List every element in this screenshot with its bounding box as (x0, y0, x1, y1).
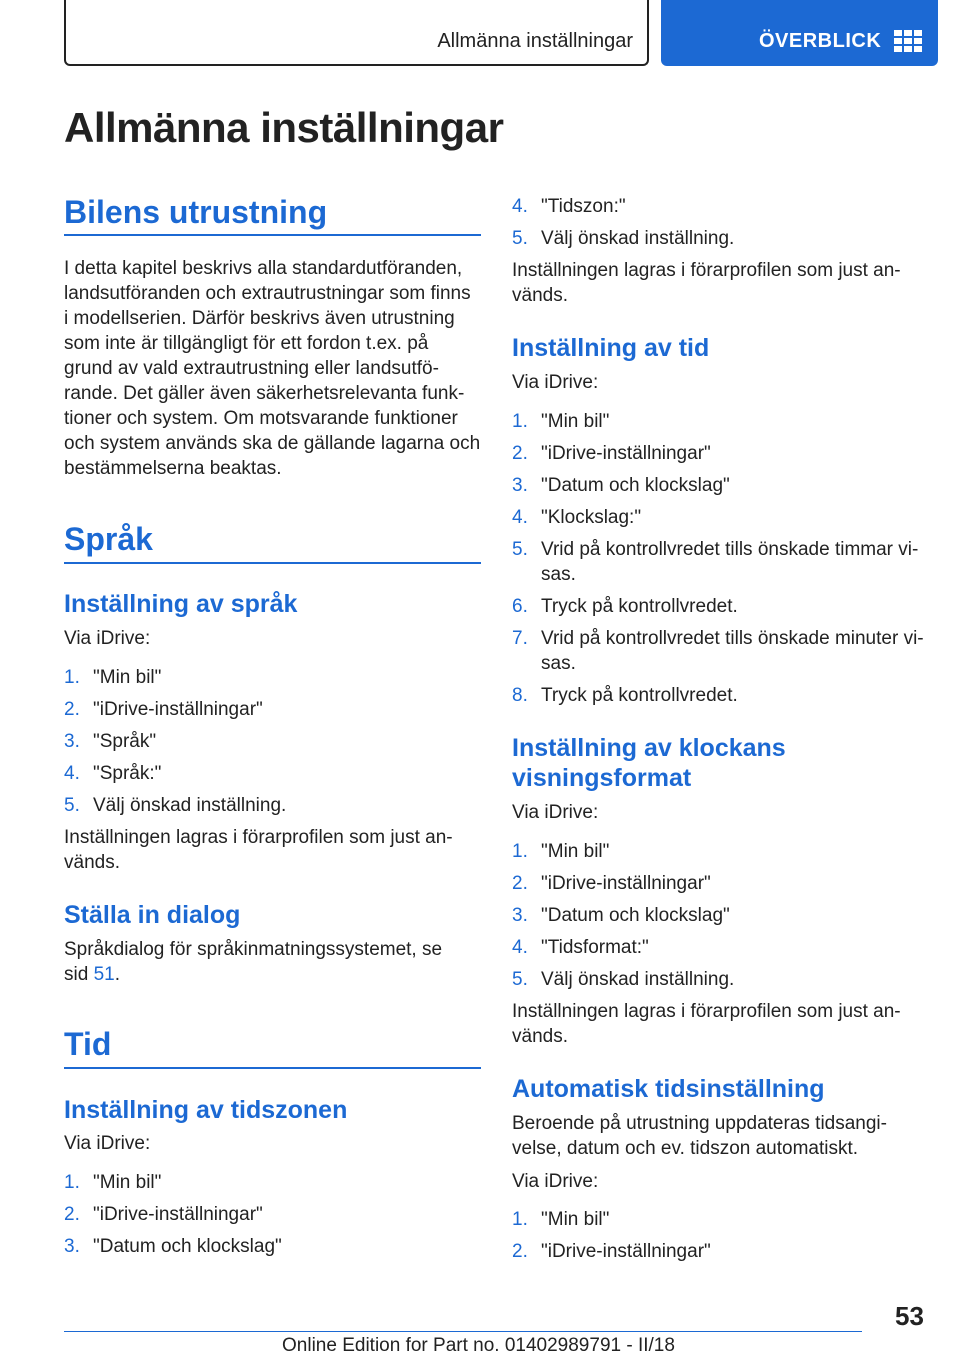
heading-tid: Tid (64, 1026, 112, 1062)
auto-description: Beroende på utrustning uppdateras tidsangi- velse, datum och ev. tidszon automatiskt. (512, 1113, 887, 1159)
heading-installning-tid: Inställning av tid (512, 334, 710, 362)
footer-rule (64, 1331, 862, 1332)
via-idrive: Via iDrive: (512, 1171, 599, 1192)
dialog-paragraph: Språkdialog för språkinmatningssystemet, se sid 51. (64, 939, 443, 985)
heading-rule (64, 1067, 481, 1069)
heading-stalla-in-dialog: Ställa in dialog (64, 901, 241, 929)
via-idrive: Via iDrive: (512, 802, 599, 823)
heading-klockans-visningsformat: Inställning av klockans visningsformat (512, 734, 786, 792)
note-paragraph: Inställningen lagras i förarprofilen som just an- vänds. (512, 260, 901, 306)
heading-installning-sprak: Inställning av språk (64, 590, 298, 618)
heading-automatisk-tidsinstallning: Automatisk tidsinställning (512, 1075, 825, 1103)
note-paragraph: Inställningen lagras i förarprofilen som just an- vänds. (512, 1001, 901, 1047)
page-title: Allmänna inställningar (64, 104, 504, 151)
page-link[interactable]: 51 (93, 964, 115, 985)
via-idrive: Via iDrive: (64, 1133, 151, 1154)
page-number: 53 (895, 1301, 924, 1331)
heading-bilens-utrustning: Bilens utrustning (64, 194, 328, 230)
overview-label: ÖVERBLICK (759, 30, 882, 52)
heading-rule (64, 562, 481, 564)
grid-icon (894, 30, 922, 52)
header-section-tab[interactable] (64, 0, 649, 66)
via-idrive: Via iDrive: (64, 628, 151, 649)
heading-installning-tidszonen: Inställning av tidszonen (64, 1096, 348, 1124)
header-section-label: Allmänna inställningar (437, 30, 633, 52)
footer-edition: Online Edition for Part no. 01402989791 - II/18 (282, 1335, 675, 1356)
via-idrive: Via iDrive: (512, 372, 599, 393)
overview-button[interactable] (661, 0, 938, 66)
heading-sprak: Språk (64, 521, 153, 557)
intro-paragraph: I detta kapitel beskrivs alla standardutföranden, landsutföranden och extrautrustningar som finns i modellserien. Därför beskrivs även utrustning som inte är tillgängligt för ett fordon t.ex. på grund av vald extrautrustning eller landsutfö- rande. Det gäller även säkerhetsrelevanta funk- tioner och system. Om motsvarande funktioner och system används ska de gällande lagarna och bestämmelserna beaktas. (64, 258, 481, 479)
heading-rule (64, 234, 481, 236)
note-paragraph: Inställningen lagras i förarprofilen som just an- vänds. (64, 827, 453, 873)
